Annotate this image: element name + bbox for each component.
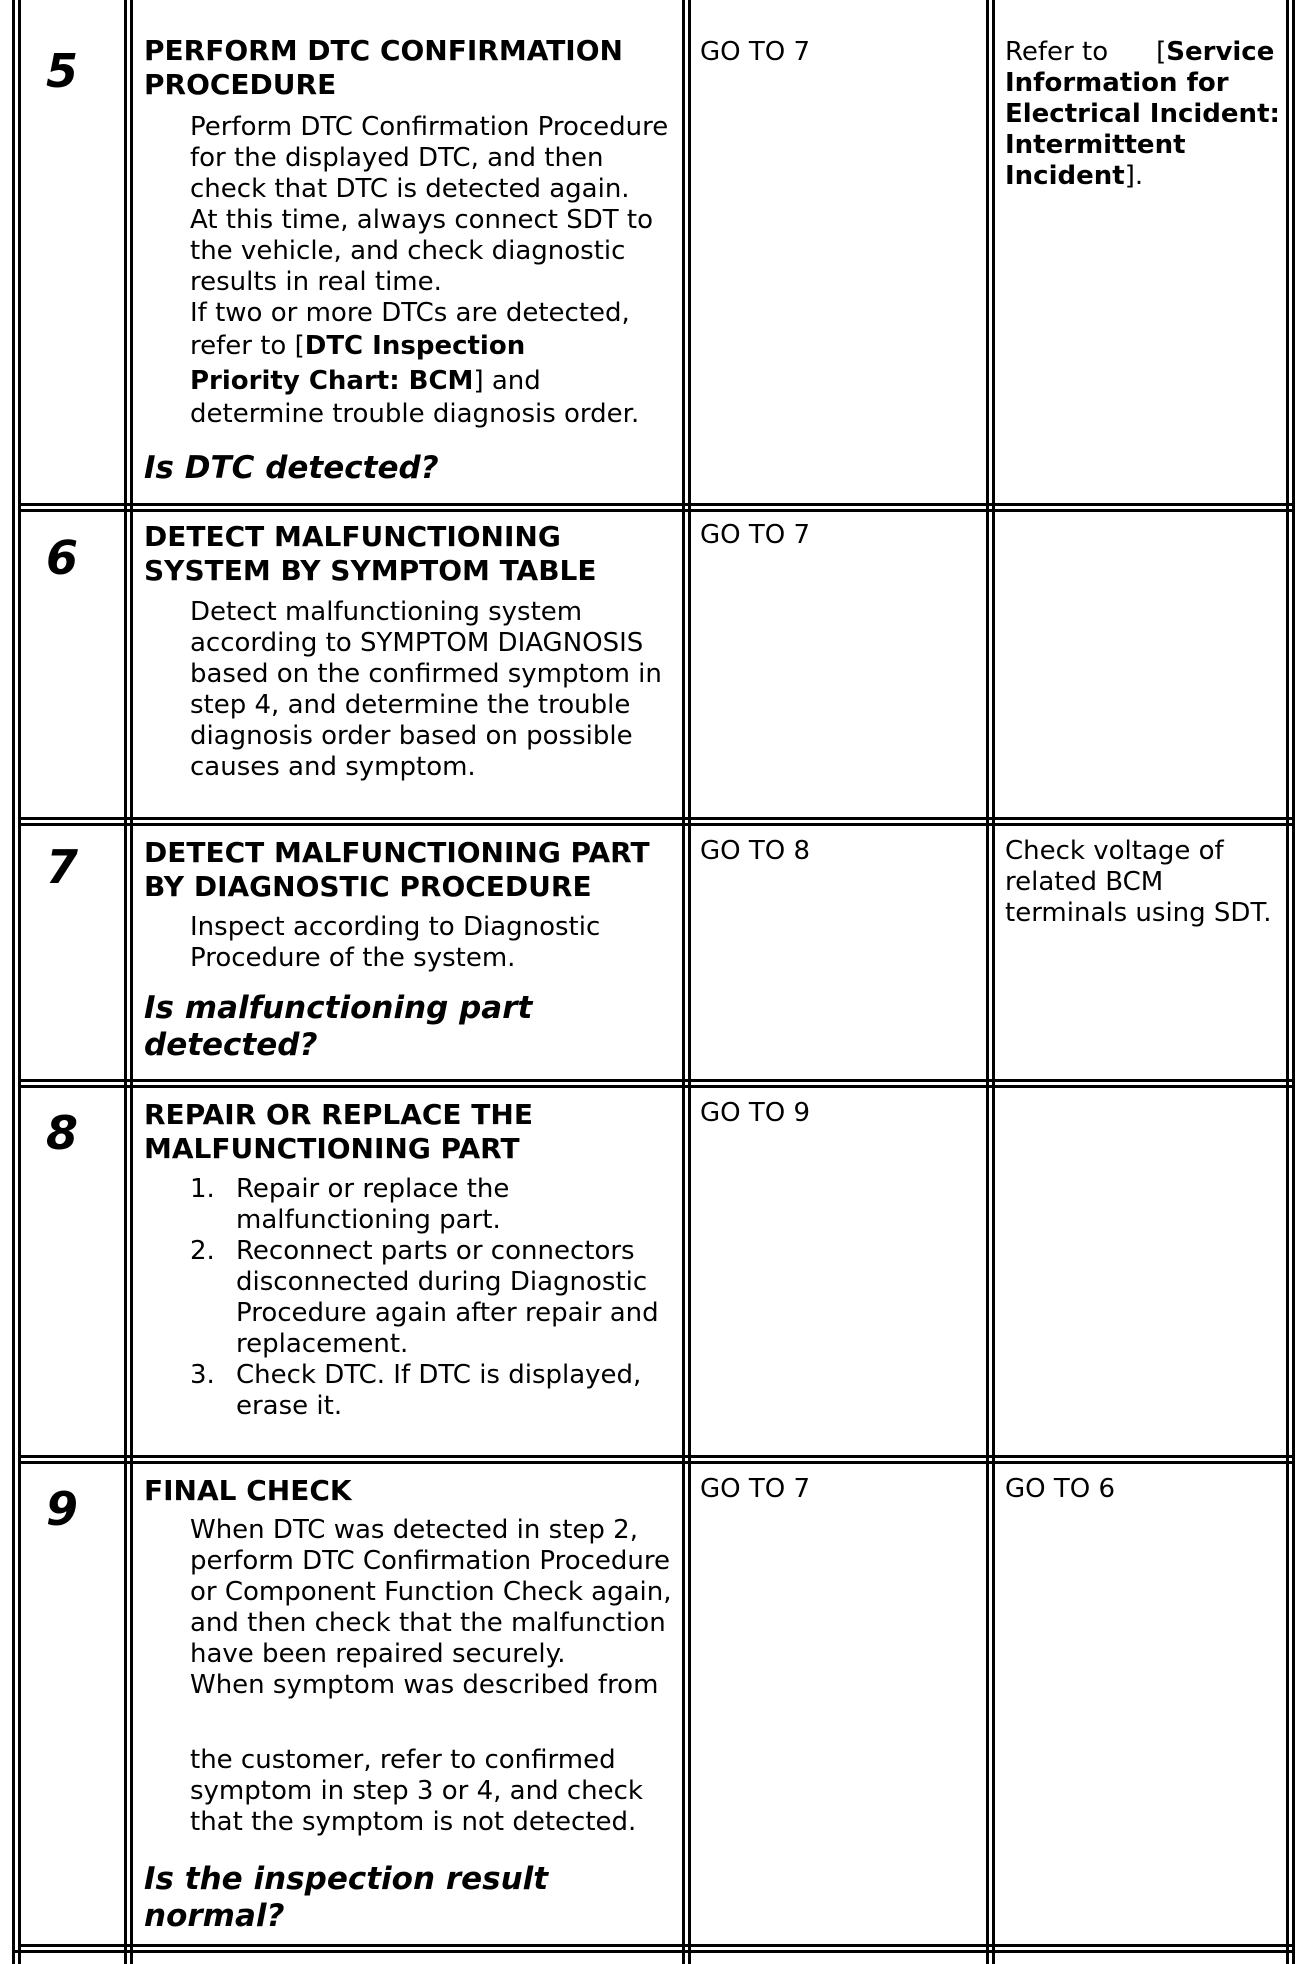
reference-link[interactable]: Intermittent <box>1005 130 1186 160</box>
list-item-line: Procedure again after repair and <box>236 1298 659 1328</box>
step-title <box>144 34 674 102</box>
description-line: or Component Function Check again, <box>190 1577 672 1607</box>
description-line: the customer, refer to confirmed <box>190 1745 616 1775</box>
step-number: 5 <box>46 44 79 98</box>
description-line: check that DTC is detected again. <box>190 174 630 204</box>
step-title-line: PERFORM DTC CONFIRMATION <box>144 34 623 67</box>
no-result-line: terminals using SDT. <box>1005 898 1272 928</box>
description-line: have been repaired securely. <box>190 1639 566 1669</box>
step-question <box>144 1861 674 1935</box>
description-line: Procedure of the system. <box>190 943 516 973</box>
no-result-line <box>1005 37 1280 68</box>
reference-link[interactable]: DTC Inspection <box>304 331 526 361</box>
description-line: perform DTC Confirmation Procedure <box>190 1546 670 1576</box>
step-title-line: MALFUNCTIONING PART <box>144 1132 520 1165</box>
step-title-line: DETECT MALFUNCTIONING <box>144 520 561 553</box>
description-line: that the symptom is not detected. <box>190 1807 637 1837</box>
question-line: Is malfunctioning part <box>144 990 533 1026</box>
step-title-line: DETECT MALFUNCTIONING PART <box>144 836 650 869</box>
list-item-number: 3. <box>190 1360 215 1390</box>
table-row-step-9 <box>0 1464 1312 1944</box>
list-item-number: 1. <box>190 1174 215 1204</box>
description-line: When DTC was detected in step 2, <box>190 1515 638 1545</box>
description-line: Inspect according to Diagnostic <box>190 912 601 942</box>
yes-result: GO TO 8 <box>700 836 811 866</box>
description-line: At this time, always connect SDT to <box>190 205 653 235</box>
description-line: diagnosis order based on possible <box>190 721 633 751</box>
step-number: 9 <box>46 1482 79 1536</box>
step-procedure-list <box>190 1174 680 1422</box>
list-item-line: disconnected during Diagnostic <box>236 1267 648 1297</box>
reference-link[interactable]: Incident <box>1005 161 1125 191</box>
step-title <box>144 1098 674 1166</box>
list-item-number: 2. <box>190 1236 215 1266</box>
list-item-line: Check DTC. If DTC is displayed, <box>236 1360 642 1390</box>
step-title-line: FINAL CHECK <box>144 1474 352 1507</box>
reference-link[interactable]: Electrical Incident: <box>1005 99 1280 129</box>
step-description <box>190 112 680 430</box>
yes-result: GO TO 7 <box>700 520 811 550</box>
step-description <box>190 912 680 974</box>
no-result <box>1005 836 1280 929</box>
reference-link-line <box>190 364 680 399</box>
step-description <box>190 597 680 783</box>
question-line: detected? <box>144 1027 318 1063</box>
no-result: GO TO 6 <box>1005 1474 1116 1504</box>
description-line: based on the confirmed symptom in <box>190 659 662 689</box>
list-item <box>190 1360 680 1422</box>
no-result-line: Check voltage of <box>1005 836 1224 866</box>
step-title <box>144 1474 674 1508</box>
description-line: Detect malfunctioning system <box>190 597 583 627</box>
reference-link-line <box>190 329 680 364</box>
list-item-line: erase it. <box>236 1391 343 1421</box>
step-title-line: SYSTEM BY SYMPTOM TABLE <box>144 554 597 587</box>
list-item <box>190 1236 680 1360</box>
description-line: If two or more DTCs are detected, <box>190 298 630 328</box>
list-item-line: Repair or replace the <box>236 1174 510 1204</box>
step-title <box>144 520 674 588</box>
list-item-line: replacement. <box>236 1329 409 1359</box>
description-line: results in real time. <box>190 267 442 297</box>
bracket: [ <box>1156 37 1167 67</box>
reference-link[interactable]: Service <box>1166 37 1275 67</box>
description-line: step 4, and determine the trouble <box>190 690 631 720</box>
yes-result: GO TO 7 <box>700 37 811 67</box>
question-line: normal? <box>144 1898 285 1934</box>
description-line: Perform DTC Confirmation Procedure <box>190 112 669 142</box>
description-line: symptom in step 3 or 4, and check <box>190 1776 643 1806</box>
description-line: the vehicle, and check diagnostic <box>190 236 626 266</box>
reference-link[interactable]: Priority Chart: BCM <box>190 366 474 396</box>
description-line: and then check that the malfunction <box>190 1608 666 1638</box>
description-line: determine trouble diagnosis order. <box>190 399 640 429</box>
reference-prefix: refer to [ <box>190 331 305 361</box>
table-row-step-6 <box>0 512 1312 817</box>
description-line: When symptom was described from <box>190 1670 659 1700</box>
bracket: ]. <box>1124 161 1144 191</box>
reference-suffix: ] and <box>473 366 541 396</box>
table-row-step-8 <box>0 1088 1312 1455</box>
step-description <box>190 1515 680 1701</box>
step-title-line: BY DIAGNOSTIC PROCEDURE <box>144 870 592 903</box>
description-line: causes and symptom. <box>190 752 476 782</box>
step-title-line: PROCEDURE <box>144 68 337 101</box>
description-line: for the displayed DTC, and then <box>190 143 604 173</box>
list-item <box>190 1174 680 1236</box>
description-line: according to SYMPTOM DIAGNOSIS <box>190 628 644 658</box>
list-item-line: malfunctioning part. <box>236 1205 501 1235</box>
step-number: 7 <box>46 840 79 894</box>
question-line: Is the inspection result <box>144 1861 549 1897</box>
step-number: 8 <box>46 1106 79 1160</box>
step-title <box>144 836 674 904</box>
list-item-line: Reconnect parts or connectors <box>236 1236 635 1266</box>
reference-link[interactable]: Information for <box>1005 68 1229 98</box>
yes-result: GO TO 7 <box>700 1474 811 1504</box>
step-description-continued <box>190 1745 680 1838</box>
table-row-step-5 <box>0 0 1312 503</box>
yes-result: GO TO 9 <box>700 1098 811 1128</box>
step-title-line: REPAIR OR REPLACE THE <box>144 1098 533 1131</box>
no-result-prefix: Refer to <box>1005 37 1109 67</box>
no-result-line: related BCM <box>1005 867 1164 897</box>
step-question: Is DTC detected? <box>144 450 439 486</box>
step-number: 6 <box>46 531 79 585</box>
no-result <box>1005 37 1280 192</box>
table-row-step-7 <box>0 826 1312 1079</box>
step-question <box>144 990 674 1064</box>
